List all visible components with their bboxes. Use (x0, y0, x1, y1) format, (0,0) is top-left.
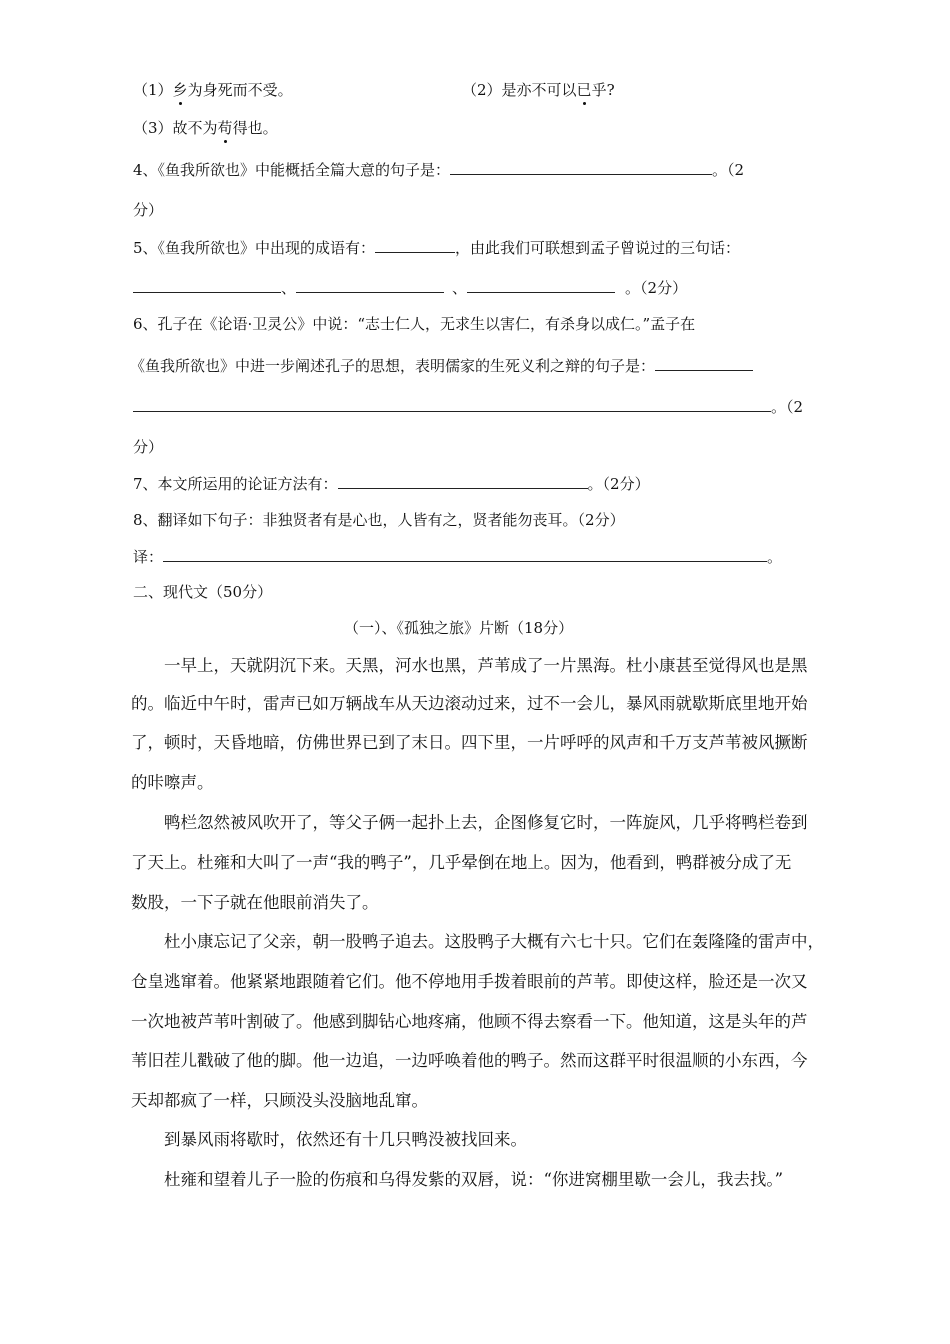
answer-blank[interactable] (450, 160, 712, 175)
passage-line: 苇旧茬儿戳破了他的脚。他一边追，一边呼唤着他的鸭子。然而这群平时很温顺的小东西，今 (131, 1051, 808, 1070)
q3-item-1: （1）乡为身死而不受。 (133, 81, 293, 99)
emphasis-char: 苟 (217, 119, 233, 137)
passage-line: 杜小康忘记了父亲，朝一股鸭子追去。这股鸭子大概有六七十只。它们在轰隆隆的雷声中， (164, 932, 824, 951)
q3-item-2: （2）是亦不可以已乎? (462, 81, 615, 99)
question-6: 6、孔子在《论语·卫灵公》中说：“志士仁人，无求生以害仁，有杀身以成仁。”孟子在 (133, 315, 696, 333)
passage-line: 鸭栏忽然被风吹开了，等父子俩一起扑上去，企图修复它时，一阵旋风，几乎将鸭栏卷到 (164, 813, 808, 832)
emphasis-char: 已 (576, 81, 592, 99)
answer-blank[interactable] (655, 356, 753, 371)
passage-line: 了，顿时，天昏地暗，仿佛世界已到了末日。四下里，一片呼呼的风声和千万支芦苇被风撅断 (131, 733, 808, 752)
answer-blank[interactable] (338, 474, 588, 489)
question-5-line-2: 、 、 。（2分） (133, 278, 687, 298)
passage-line: 的咔嚓声。 (131, 773, 214, 792)
question-8: 8、翻译如下句子：非独贤者有是心也，人皆有之，贤者能勿丧耳。（2分） (133, 511, 625, 529)
answer-blank[interactable] (296, 278, 444, 293)
passage-line: 杜雍和望着儿子一脸的伤痕和乌得发紫的双唇，说：“你进窝棚里歇一会儿，我去找。” (164, 1170, 784, 1189)
q3-item-3: （3）故不为苟得也。 (133, 119, 278, 137)
answer-blank[interactable] (375, 238, 455, 253)
question-5: 5、《鱼我所欲也》中出现的成语有： ，由此我们可联想到孟子曾说过的三句话： (133, 239, 741, 257)
passage-line: 天却都疯了一样，只顾没头没脑地乱窜。 (131, 1091, 428, 1110)
question-4: 4、《鱼我所欲也》中能概括全篇大意的句子是： 。（2 (133, 161, 745, 179)
answer-blank[interactable] (467, 278, 615, 293)
emphasis-char: 乡 (172, 81, 188, 99)
passage-line: 一次地被芦苇叶割破了。他感到脚钻心地疼痛，他顾不得去察看一下。他知道，这是头年的芦 (131, 1012, 808, 1031)
passage-line: 的。临近中午时，雷声已如万辆战车从天边滚动过来，过不一会儿，暴风雨就歇斯底里地开始 (131, 694, 808, 713)
question-4-score: 分） (133, 201, 164, 219)
section-2-title: 二、现代文（50分） (133, 583, 273, 601)
answer-blank[interactable] (163, 547, 767, 562)
passage-line: 到暴风雨将歇时，依然还有十几只鸭没被找回来。 (164, 1130, 527, 1149)
question-8-translation: 译： 。 (133, 548, 783, 566)
question-6-line-3: 。（2 (133, 397, 803, 417)
question-7: 7、本文所运用的论证方法有： 。（2分） (133, 475, 650, 493)
passage-title: （一）、《孤独之旅》片断（18分） (344, 619, 574, 637)
passage-line: 仓皇逃窜着。他紧紧地跟随着它们。他不停地用手拨着眼前的芦苇。即使这样，脸还是一次又 (131, 972, 808, 991)
passage-line: 数股，一下子就在他眼前消失了。 (131, 893, 379, 912)
question-6-score: 分） (133, 438, 164, 456)
passage-line: 了天上。杜雍和大叫了一声“我的鸭子”，几乎晕倒在地上。因为，他看到，鸭群被分成了无 (131, 853, 792, 872)
passage-line: 一早上，天就阴沉下来。天黑，河水也黑，芦苇成了一片黑海。杜小康甚至觉得风也是黑 (164, 656, 808, 675)
question-6-line-2: 《鱼我所欲也》中进一步阐述孔子的思想，表明儒家的生死义利之辩的句子是： (130, 356, 753, 376)
answer-blank[interactable] (133, 278, 281, 293)
answer-blank[interactable] (133, 397, 771, 412)
